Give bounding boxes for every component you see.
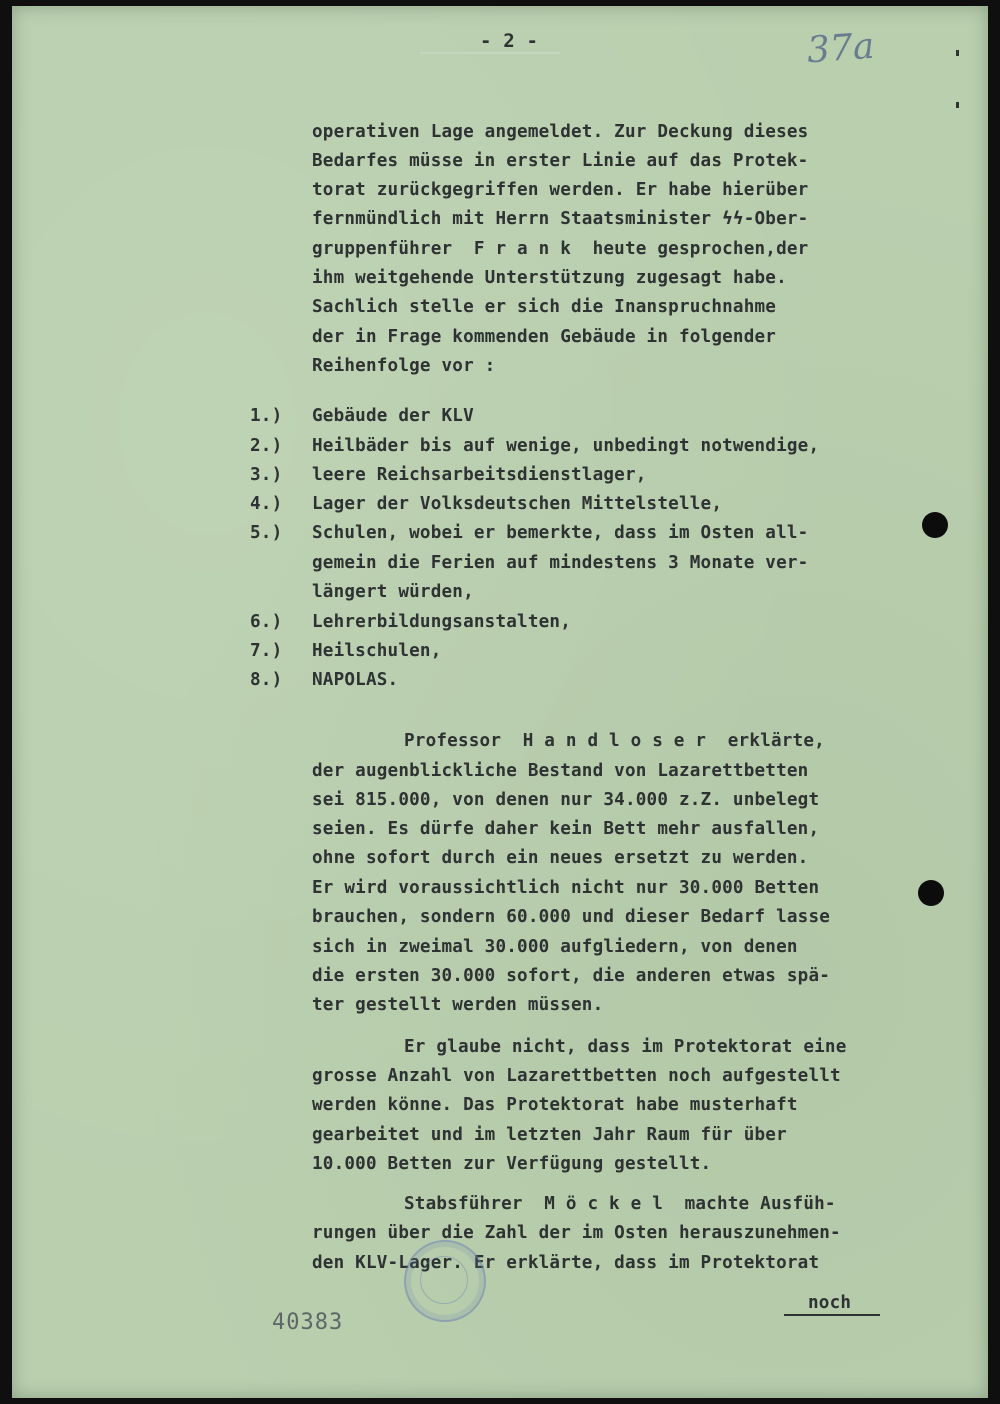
text-line: Er wird voraussichtlich nicht nur 30.000 Betten: [312, 878, 820, 898]
edge-mark: [956, 102, 959, 108]
list-number: 6.): [250, 612, 283, 632]
text-line: den KLV-Lager. Er erklärte, dass im Protektorat: [312, 1253, 820, 1273]
archive-number: 40383: [272, 1310, 344, 1335]
text-line: gruppenführer F r a n k heute gesprochen,der: [312, 239, 809, 259]
list-number: 3.): [250, 465, 283, 485]
list-number: 5.): [250, 523, 283, 543]
text-line: der in Frage kommenden Gebäude in folgender: [312, 327, 777, 347]
text-line: ihm weitgehende Unterstützung zugesagt habe.: [312, 268, 787, 288]
text-line: ter gestellt werden müssen.: [312, 995, 604, 1015]
text-line: torat zurückgegriffen werden. Er habe hierüber: [312, 180, 809, 200]
list-item: NAPOLAS.: [312, 670, 399, 690]
header-rule: [420, 52, 560, 54]
edge-mark: [956, 50, 959, 56]
text-line: Sachlich stelle er sich die Inanspruchnahme: [312, 297, 777, 317]
text-line: 10.000 Betten zur Verfügung gestellt.: [312, 1154, 712, 1174]
folio-number: 37a: [805, 25, 876, 72]
punch-hole: [918, 880, 944, 906]
text-line: ohne sofort durch ein neues ersetzt zu werden.: [312, 848, 809, 868]
text-line: Professor H a n d l o s e r erklärte,: [404, 731, 825, 751]
text-line: der augenblickliche Bestand von Lazarettbetten: [312, 761, 809, 781]
text-line: die ersten 30.000 sofort, die anderen etwas spä-: [312, 966, 831, 986]
text-line: operativen Lage angemeldet. Zur Deckung dieses: [312, 122, 809, 142]
text-line: seien. Es dürfe daher kein Bett mehr ausfallen,: [312, 819, 820, 839]
document-page: [12, 6, 988, 1398]
text-line: Bedarfes müsse in erster Linie auf das Protek-: [312, 151, 809, 171]
list-item: Gebäude der KLV: [312, 406, 474, 426]
punch-hole: [922, 512, 948, 538]
text-line: brauchen, sondern 60.000 und dieser Bedarf lasse: [312, 907, 831, 927]
list-item: Lehrerbildungsanstalten,: [312, 612, 572, 632]
list-number: 8.): [250, 670, 283, 690]
text-line: Stabsführer M ö c k e l machte Ausfüh-: [404, 1194, 836, 1214]
continuation-underline: [784, 1314, 880, 1316]
list-item: Lager der Volksdeutschen Mittelstelle,: [312, 494, 723, 514]
text-line: grosse Anzahl von Lazarettbetten noch aufgestellt: [312, 1066, 841, 1086]
list-item: Schulen, wobei er bemerkte, dass im Osten all-: [312, 523, 809, 543]
list-item: Heilschulen,: [312, 641, 442, 661]
text-line: sich in zweimal 30.000 aufgliedern, von denen: [312, 937, 798, 957]
archive-stamp-center: [420, 1256, 468, 1304]
continuation-word: noch: [808, 1293, 852, 1313]
list-number: 2.): [250, 436, 283, 456]
text-line: Reihenfolge vor :: [312, 356, 496, 376]
list-number: 1.): [250, 406, 283, 426]
list-item: Heilbäder bis auf wenige, unbedingt notwendige,: [312, 436, 820, 456]
text-line: gearbeitet und im letzten Jahr Raum für über: [312, 1125, 787, 1145]
archive-stamp: [404, 1240, 486, 1322]
list-number: 4.): [250, 494, 283, 514]
list-item-continuation: gemein die Ferien auf mindestens 3 Monate ver-: [312, 553, 809, 573]
text-line: Er glaube nicht, dass im Protektorat eine: [404, 1037, 847, 1057]
list-item-continuation: längert würden,: [312, 582, 474, 602]
text-line: sei 815.000, von denen nur 34.000 z.Z. unbelegt: [312, 790, 820, 810]
page-number: - 2 -: [480, 30, 539, 52]
text-line: fernmündlich mit Herrn Staatsminister ϟϟ-Ober-: [312, 209, 809, 229]
text-line: rungen über die Zahl der im Osten herauszunehmen-: [312, 1223, 841, 1243]
list-item: leere Reichsarbeitsdienstlager,: [312, 465, 647, 485]
text-line: werden könne. Das Protektorat habe musterhaft: [312, 1095, 798, 1115]
list-number: 7.): [250, 641, 283, 661]
